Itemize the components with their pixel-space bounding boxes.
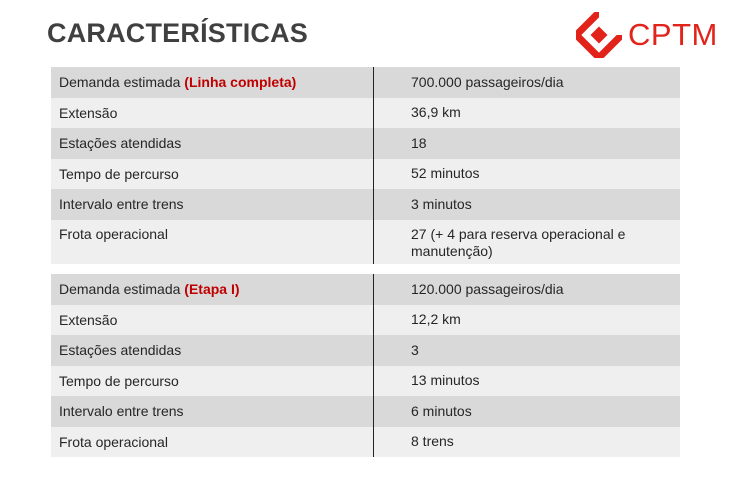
table-row [51, 366, 680, 397]
row-value: 8 trens [411, 433, 454, 450]
row-value: 36,9 km [411, 104, 461, 121]
table-row [51, 305, 680, 336]
row-label: Tempo de percurso [51, 159, 374, 190]
row-label: Intervalo entre trens [51, 396, 374, 427]
row-value: 27 (+ 4 para reserva operacional e manutenção) [411, 225, 626, 259]
table-row [51, 427, 680, 458]
cptm-logo-text: CPTM [628, 17, 718, 52]
page-title: CARACTERÍSTICAS [47, 18, 309, 48]
row-value: 120.000 passageiros/dia [411, 280, 564, 297]
row-value: 6 minutos [411, 402, 472, 419]
demand-highlight: (Linha completa) [184, 74, 297, 91]
cptm-logo-icon [576, 12, 622, 58]
characteristics-table-full-line [51, 67, 680, 264]
row-value: 18 [411, 134, 427, 151]
row-label: Frota operacional [51, 220, 374, 264]
row-label [51, 67, 374, 98]
row-value: 3 minutos [411, 195, 472, 212]
row-value: 52 minutos [411, 165, 480, 182]
row-value: 13 minutos [411, 372, 480, 389]
table-row [51, 67, 680, 98]
demand-label: Demanda estimada [59, 281, 181, 298]
row-value: 12,2 km [411, 311, 461, 328]
cptm-logo [576, 12, 718, 58]
demand-label: Demanda estimada [59, 74, 181, 91]
table-row [51, 98, 680, 129]
row-value: 3 [411, 341, 419, 358]
table-row [51, 335, 680, 366]
row-label: Intervalo entre trens [51, 189, 374, 220]
row-label [51, 274, 374, 305]
table-row [51, 220, 680, 264]
characteristics-table-stage-1 [51, 274, 680, 457]
row-label: Estações atendidas [51, 335, 374, 366]
table-row [51, 128, 680, 159]
row-label: Frota operacional [51, 427, 374, 458]
row-label: Tempo de percurso [51, 366, 374, 397]
demand-highlight: (Etapa I) [184, 281, 240, 298]
table-row [51, 189, 680, 220]
row-value: 700.000 passageiros/dia [411, 73, 564, 90]
row-label: Estações atendidas [51, 128, 374, 159]
row-label: Extensão [51, 305, 374, 336]
row-label: Extensão [51, 98, 374, 129]
table-row [51, 274, 680, 305]
table-row [51, 396, 680, 427]
table-row [51, 159, 680, 190]
